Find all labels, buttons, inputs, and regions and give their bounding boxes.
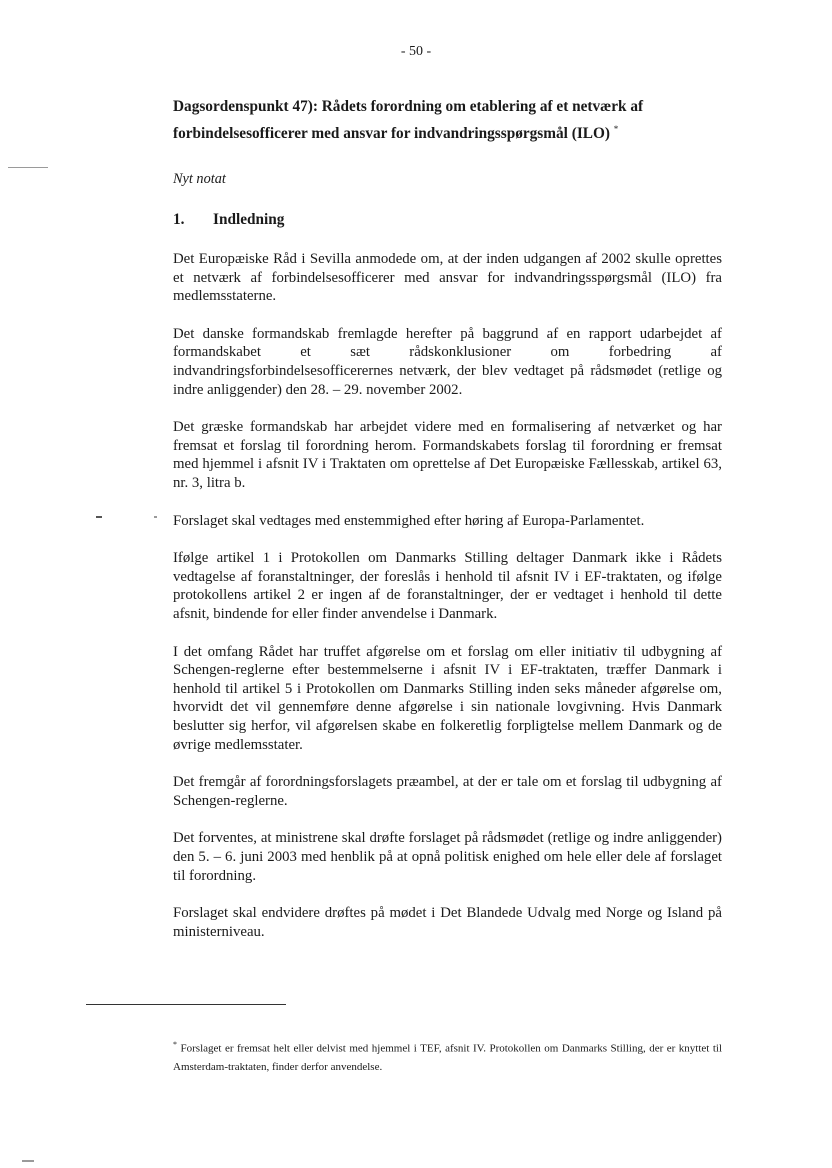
scan-speck (8, 167, 48, 168)
footnote-marker: * (613, 124, 619, 134)
paragraph: Forslaget skal endvidere drøftes på mødet i Det Blandede Udvalg med Norge og Island på ministerniveau. (173, 905, 722, 940)
footnote-divider (86, 1004, 286, 1005)
scan-speck (96, 516, 102, 518)
paragraph: Det danske formandskab fremlagde herefter på baggrund af en rapport udarbejdet af formandskabet et sæt rådskonklusioner om forbedring af indvandringsforbindelsesofficerernes netværk, der blev vedtaget på rådsmødet (retlige og indre anliggender) den 28. – 29. november 2002. (173, 325, 722, 398)
paragraph: Det forventes, at ministrene skal drøfte forslaget på rådsmødet (retlige og indre anliggender) den 5. – 6. juni 2003 med henblik på at opnå politisk enighed om hele eller dele af forslaget til forordning. (173, 830, 722, 884)
footnote (173, 1036, 722, 1076)
scan-speck (22, 1160, 34, 1162)
paragraph: I det omfang Rådet har truffet afgørelse om et forslag om eller initiativ til udbygning af Schengen-reglerne efter bestemmelserne i afsnit IV i EF-traktaten, træffer Danmark i henhold til artikel 5 i Protokollen om Danmarks Stilling inden seks måneder afgørelse om, hvorvidt det vil gennemføre denne afgørelse i sin nationale lovgivning. Hvis Danmark beslutter sig herfor, vil afgørelsen skabe en folkeretlig forpligtelse mellem Danmark og de øvrige medlemsstater. (173, 643, 722, 753)
paragraph: Det græske formandskab har arbejdet videre med en formalisering af netværket og har fremsat et forslag til forordning herom. Formandskabets forslag til forordning er fremsat med hjemmel i afsnit IV i Traktaten om oprettelse af Det Europæiske Fællesskab, artikel 63, nr. 3, litra b. (173, 419, 722, 492)
section-title: Indledning (213, 211, 285, 229)
paragraph: Forslaget skal vedtages med enstemmighed efter høring af Europa-Parlamentet. (173, 512, 645, 529)
paragraph: Det Europæiske Råd i Sevilla anmodede om, at der inden udgangen af 2002 skulle oprettes et netværk af forbindelsesofficerer med ansvar for indvandringsspørgsmål (ILO) fra medlemsstaterne. (173, 251, 722, 305)
agenda-title (173, 96, 722, 145)
section-heading (173, 211, 722, 229)
document-body (173, 96, 722, 941)
scan-speck (154, 516, 157, 518)
note-type: Nyt notat (173, 171, 226, 188)
footnote-marker: * (173, 1040, 177, 1049)
agenda-title-text: Dagsordenspunkt 47): Rådets forordning om etablering af et netværk af forbindelsesofficerer med ansvar for indvandringsspørgsmål (ILO) (173, 98, 644, 143)
paragraph: Det fremgår af forordningsforslagets præambel, at der er tale om et forslag til udbygning af Schengen-reglerne. (173, 774, 722, 809)
section-number: 1. (173, 211, 185, 229)
paragraph: Ifølge artikel 1 i Protokollen om Danmarks Stilling deltager Danmark ikke i Rådets vedtagelse af foranstaltninger, der foreslås i henhold til afsnit IV i EF-traktaten, og ifølge protokollens artikel 2 er ingen af de foranstaltninger, der er vedtaget i henhold til dette afsnit, bindende for eller finder anvendelse i Danmark. (173, 550, 722, 622)
page-number: - 50 - (400, 44, 432, 59)
footnote-text: Forslaget er fremsat helt eller delvist med hjemmel i TEF, afsnit IV. Protokollen om Danmarks Stilling, der er knyttet til Amsterdam-traktaten, finder derfor anvendelse. (173, 1042, 723, 1073)
